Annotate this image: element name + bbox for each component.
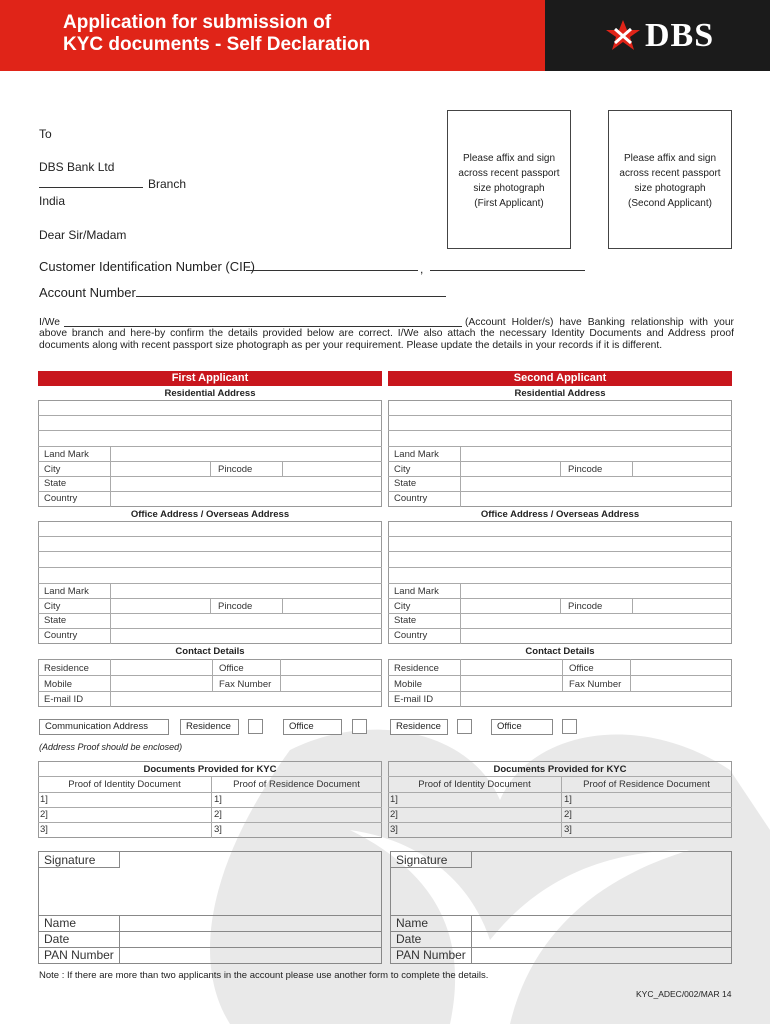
row-line — [38, 430, 382, 431]
photo-box-first[interactable]: Please affix and sign across recent passport size photograph (First Applicant) — [447, 110, 571, 249]
branch-line[interactable] — [39, 187, 143, 188]
second-off-country-label: Country — [394, 630, 428, 641]
row-line — [38, 807, 382, 808]
second-residence-row[interactable]: 3] — [564, 824, 572, 835]
second-email-label: E-mail ID — [394, 694, 434, 705]
first-mobile-label: Mobile — [44, 679, 72, 690]
col-line — [110, 583, 111, 644]
comm-office-1-checkbox[interactable] — [352, 719, 367, 734]
row-line — [388, 776, 732, 777]
second-off-landmark-label: Land Mark — [394, 586, 439, 597]
row-line — [38, 613, 382, 614]
row-line — [388, 613, 732, 614]
row-line — [388, 675, 732, 676]
first-contact-heading: Contact Details — [175, 646, 245, 657]
first-residence-row[interactable]: 3] — [214, 824, 222, 835]
col-line — [210, 461, 211, 476]
second-office-phone-label: Office — [569, 663, 594, 674]
first-residence-doc-heading: Proof of Residence Document — [233, 779, 360, 790]
col-line — [632, 461, 633, 476]
footer-note: Note : If there are more than two applicants in the account please use another form to complete the details. — [39, 970, 489, 981]
col-line — [212, 659, 213, 691]
row-line — [38, 792, 382, 793]
bank-name: DBS Bank Ltd — [39, 160, 115, 174]
col-line — [630, 659, 631, 691]
cif-label: Customer Identification Number (CIF) — [39, 259, 256, 274]
second-fax-label: Fax Number — [569, 679, 622, 690]
first-residential-heading: Residential Address — [164, 388, 256, 399]
col-line — [280, 659, 281, 691]
address-proof-note: (Address Proof should be enclosed) — [39, 742, 183, 752]
second-off-city-label: City — [394, 601, 411, 612]
first-fax-label: Fax Number — [219, 679, 272, 690]
col-line — [471, 915, 472, 964]
row-line — [388, 551, 732, 552]
row-line — [388, 536, 732, 537]
account-input[interactable] — [136, 296, 446, 297]
row-line — [38, 822, 382, 823]
first-identity-row[interactable]: 3] — [40, 824, 48, 835]
row-line — [38, 536, 382, 537]
salutation: Dear Sir/Madam — [39, 228, 127, 242]
comm-residence-1: Residence — [180, 719, 239, 735]
row-line — [38, 628, 382, 629]
second-signature-label: Signature — [396, 853, 448, 867]
second-name-label: Name — [396, 916, 429, 930]
second-date-label: Date — [396, 932, 422, 946]
row-line — [38, 691, 382, 692]
row-line — [388, 491, 732, 492]
second-applicant-header: Second Applicant — [388, 371, 732, 386]
first-res-landmark-label: Land Mark — [44, 449, 89, 460]
first-contact-box[interactable] — [38, 659, 382, 707]
comm-residence-2-checkbox[interactable] — [457, 719, 472, 734]
comm-office-1: Office — [283, 719, 342, 735]
row-line — [388, 822, 732, 823]
row-line — [38, 476, 382, 477]
col-line — [560, 598, 561, 613]
row-line — [38, 915, 382, 916]
second-residence-doc-heading: Proof of Residence Document — [583, 779, 710, 790]
row-line — [390, 931, 732, 932]
row-line — [388, 415, 732, 416]
second-residence-phone-label: Residence — [394, 663, 439, 674]
second-off-state-label: State — [394, 615, 417, 626]
second-mobile-label: Mobile — [394, 679, 422, 690]
row-line — [38, 446, 382, 447]
second-res-country-label: Country — [394, 493, 428, 504]
dbs-logo: DBS — [645, 17, 715, 54]
first-date-label: Date — [44, 932, 70, 946]
cif-separator: , — [420, 262, 424, 276]
row-line — [38, 931, 382, 932]
comm-office-2-checkbox[interactable] — [562, 719, 577, 734]
col-line — [119, 915, 120, 964]
first-signature-label: Signature — [44, 853, 96, 867]
first-pan-label: PAN Number — [44, 948, 114, 962]
row-line — [38, 567, 382, 568]
form-title: Application for submission of KYC documents - Self Declaration — [63, 12, 371, 55]
first-identity-row[interactable]: 2] — [40, 809, 48, 820]
second-residence-row[interactable]: 2] — [564, 809, 572, 820]
cif-input-2[interactable] — [430, 270, 585, 271]
first-residence-row[interactable]: 2] — [214, 809, 222, 820]
col-line — [110, 659, 111, 707]
country-india: India — [39, 194, 66, 208]
col-line — [632, 598, 633, 613]
col-line — [562, 659, 563, 691]
col-line — [210, 598, 211, 613]
holder-name-input[interactable] — [64, 326, 462, 327]
row-line — [388, 476, 732, 477]
second-documents-title: Documents Provided for KYC — [493, 764, 627, 775]
row-line — [388, 691, 732, 692]
second-res-city-label: City — [394, 464, 411, 475]
row-line — [38, 583, 382, 584]
col-line — [460, 446, 461, 507]
comm-residence-1-checkbox[interactable] — [248, 719, 263, 734]
first-name-label: Name — [44, 916, 77, 930]
row-line — [388, 583, 732, 584]
first-off-state-label: State — [44, 615, 67, 626]
row-line — [388, 430, 732, 431]
row-line — [388, 807, 732, 808]
first-residence-phone-label: Residence — [44, 663, 89, 674]
first-email-label: E-mail ID — [44, 694, 84, 705]
second-off-pincode-label: Pincode — [568, 601, 603, 612]
row-line — [38, 776, 382, 777]
col-line — [460, 659, 461, 707]
row-line — [38, 551, 382, 552]
second-identity-row[interactable]: 3] — [390, 824, 398, 835]
first-res-pincode-label: Pincode — [218, 464, 253, 475]
dbs-star-icon — [606, 20, 640, 52]
row-line — [38, 675, 382, 676]
col-line — [460, 583, 461, 644]
col-line — [282, 598, 283, 613]
comm-residence-2: Residence — [390, 719, 448, 735]
first-off-country-label: Country — [44, 630, 78, 641]
cif-input-1[interactable] — [246, 270, 418, 271]
col-line — [560, 461, 561, 476]
first-office-heading: Office Address / Overseas Address — [130, 509, 290, 520]
row-line — [388, 567, 732, 568]
declaration-line1: (Account Holder/s) have Banking relationship with your — [465, 317, 734, 328]
photo-box-second[interactable]: Please affix and sign across recent passport size photograph (Second Applicant) — [608, 110, 732, 249]
row-line — [388, 446, 732, 447]
second-contact-heading: Contact Details — [525, 646, 595, 657]
col-line — [282, 461, 283, 476]
first-identity-row[interactable]: 1] — [40, 794, 48, 805]
first-res-city-label: City — [44, 464, 61, 475]
iwe-label: I/We — [39, 317, 60, 328]
second-res-pincode-label: Pincode — [568, 464, 603, 475]
first-off-pincode-label: Pincode — [218, 601, 253, 612]
comm-office-2: Office — [491, 719, 553, 735]
second-identity-row[interactable]: 1] — [390, 794, 398, 805]
row-line — [38, 491, 382, 492]
second-pan-label: PAN Number — [396, 948, 466, 962]
second-residential-heading: Residential Address — [514, 388, 606, 399]
first-documents-title: Documents Provided for KYC — [143, 764, 277, 775]
row-line — [388, 628, 732, 629]
second-contact-box[interactable] — [388, 659, 732, 707]
declaration-text: above branch and here-by confirm the details provided below are correct. I/We also attach the necessary Identity Documents and Address proof documents along with recent passport size photograph as per your requirement. Please update the details in your records if it is different. — [39, 328, 734, 351]
second-res-state-label: State — [394, 478, 417, 489]
col-line — [110, 446, 111, 507]
branch-label: Branch — [148, 177, 187, 191]
first-identity-heading: Proof of Identity Document — [68, 779, 181, 790]
second-res-landmark-label: Land Mark — [394, 449, 439, 460]
first-off-landmark-label: Land Mark — [44, 586, 89, 597]
first-res-country-label: Country — [44, 493, 78, 504]
form-code: KYC_ADEC/002/MAR 14 — [636, 989, 732, 999]
row-line — [388, 792, 732, 793]
to-label: To — [39, 127, 52, 141]
second-office-heading: Office Address / Overseas Address — [480, 509, 640, 520]
first-off-city-label: City — [44, 601, 61, 612]
first-residence-row[interactable]: 1] — [214, 794, 222, 805]
second-identity-heading: Proof of Identity Document — [418, 779, 531, 790]
row-line — [38, 415, 382, 416]
row-line — [390, 915, 732, 916]
second-residence-row[interactable]: 1] — [564, 794, 572, 805]
first-res-state-label: State — [44, 478, 67, 489]
communication-label: Communication Address — [39, 719, 169, 735]
first-applicant-header: First Applicant — [38, 371, 382, 386]
first-office-phone-label: Office — [219, 663, 244, 674]
account-label: Account Number — [39, 285, 136, 300]
second-identity-row[interactable]: 2] — [390, 809, 398, 820]
